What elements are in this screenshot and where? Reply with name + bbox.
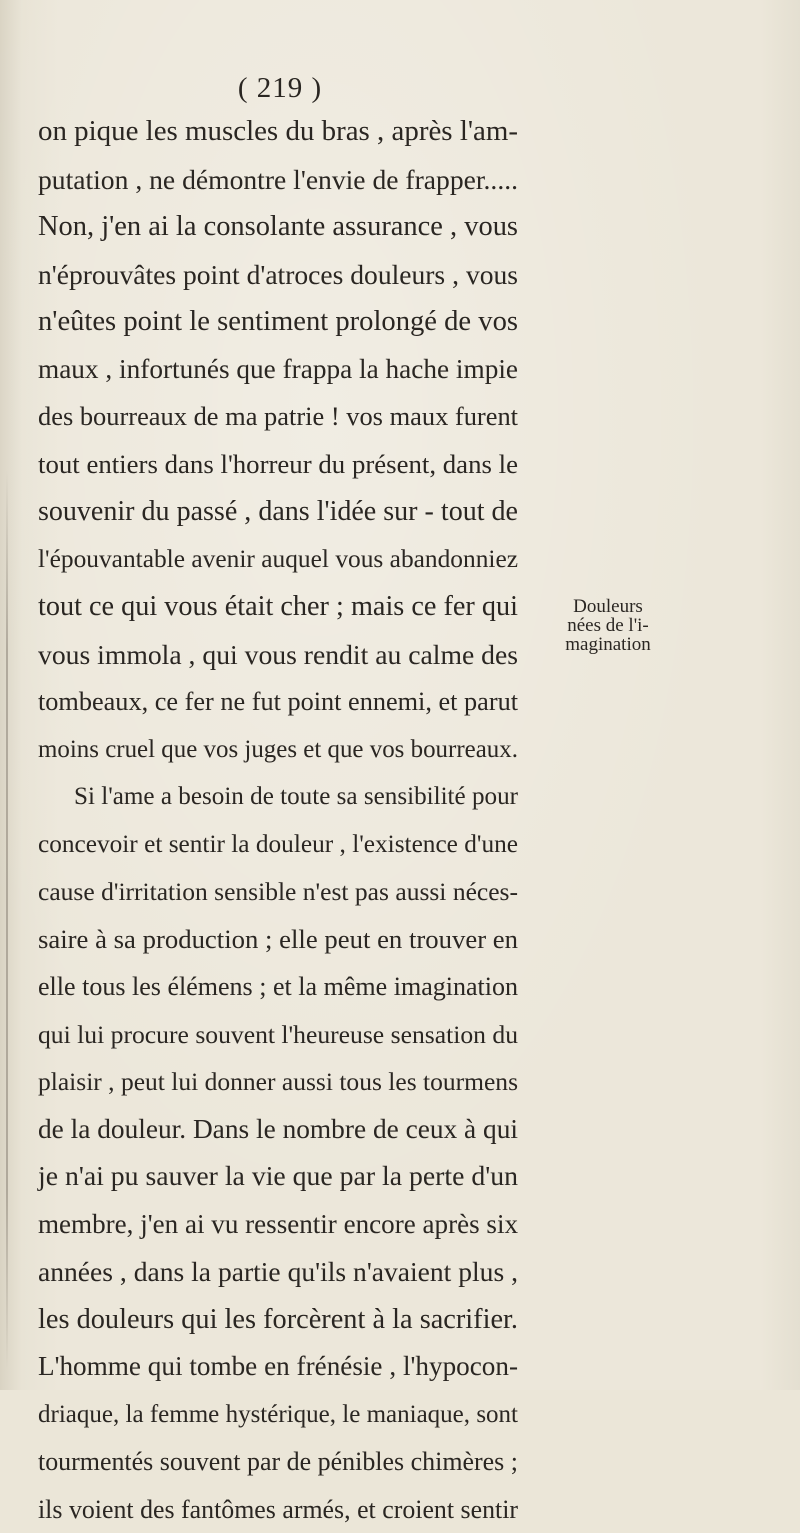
text-line: plaisir , peut lui donner aussi tous les tourmens	[38, 1058, 518, 1106]
text-line: vous immola , qui vous rendit au calme des	[38, 631, 518, 679]
text-line: driaque, la femme hystérique, le maniaque, sont	[38, 1391, 518, 1439]
text-line: années , dans la partie qu'ils n'avaient plus ,	[38, 1248, 518, 1296]
margin-note-line: nées de l'i-	[548, 616, 668, 635]
text-line: n'eûtes point le sentiment prolongé de vos	[38, 298, 518, 346]
margin-note-line: magination	[548, 635, 668, 654]
text-line: membre, j'en ai vu ressentir encore après six	[38, 1201, 518, 1249]
text-line: l'épouvantable avenir auquel vous abandonniez	[38, 536, 518, 584]
text-line: de la douleur. Dans le nombre de ceux à qui	[38, 1106, 518, 1154]
text-line: tout entiers dans l'horreur du présent, dans le	[38, 441, 518, 489]
page-gutter-shadow	[6, 470, 8, 1370]
text-line: elle tous les élémens ; et la même imagination	[38, 963, 518, 1011]
text-line: qui lui procure souvent l'heureuse sensation du	[38, 1011, 518, 1059]
text-line: je n'ai pu sauver la vie que par la perte d'un	[38, 1153, 518, 1201]
text-line: putation , ne démontre l'envie de frapper.....	[38, 156, 518, 204]
text-line: cause d'irritation sensible n'est pas aussi néces-	[38, 868, 518, 916]
page-number: ( 219 )	[0, 72, 560, 105]
text-line: souvenir du passé , dans l'idée sur - tout de	[38, 488, 518, 536]
text-line: des bourreaux de ma patrie ! vos maux furent	[38, 393, 518, 441]
text-line: maux , infortunés que frappa la hache impie	[38, 346, 518, 394]
text-line: ils voient des fantômes armés, et croient sentir	[38, 1486, 518, 1533]
text-line: concevoir et sentir la douleur , l'existence d'une	[38, 821, 518, 869]
margin-note-line: Douleurs	[548, 597, 668, 616]
text-line: saire à sa production ; elle peut en trouver en	[38, 916, 518, 964]
text-line: n'éprouvâtes point d'atroces douleurs , vous	[38, 251, 518, 299]
text-line: tourmentés souvent par de pénibles chimères ;	[38, 1438, 518, 1486]
text-line: moins cruel que vos juges et que vos bourreaux.	[38, 726, 518, 774]
text-line: Non, j'en ai la consolante assurance , vous	[38, 203, 518, 251]
margin-note	[548, 597, 668, 654]
text-line: tout ce qui vous était cher ; mais ce fer qui	[38, 583, 518, 631]
text-line: Si l'ame a besoin de toute sa sensibilité pour	[38, 773, 518, 821]
body-text	[38, 108, 518, 1533]
text-line: les douleurs qui les forcèrent à la sacrifier.	[38, 1296, 518, 1344]
text-line: tombeaux, ce fer ne fut point ennemi, et parut	[38, 678, 518, 726]
text-line: on pique les muscles du bras , après l'am-	[38, 108, 518, 156]
text-line: L'homme qui tombe en frénésie , l'hypocon-	[38, 1343, 518, 1391]
